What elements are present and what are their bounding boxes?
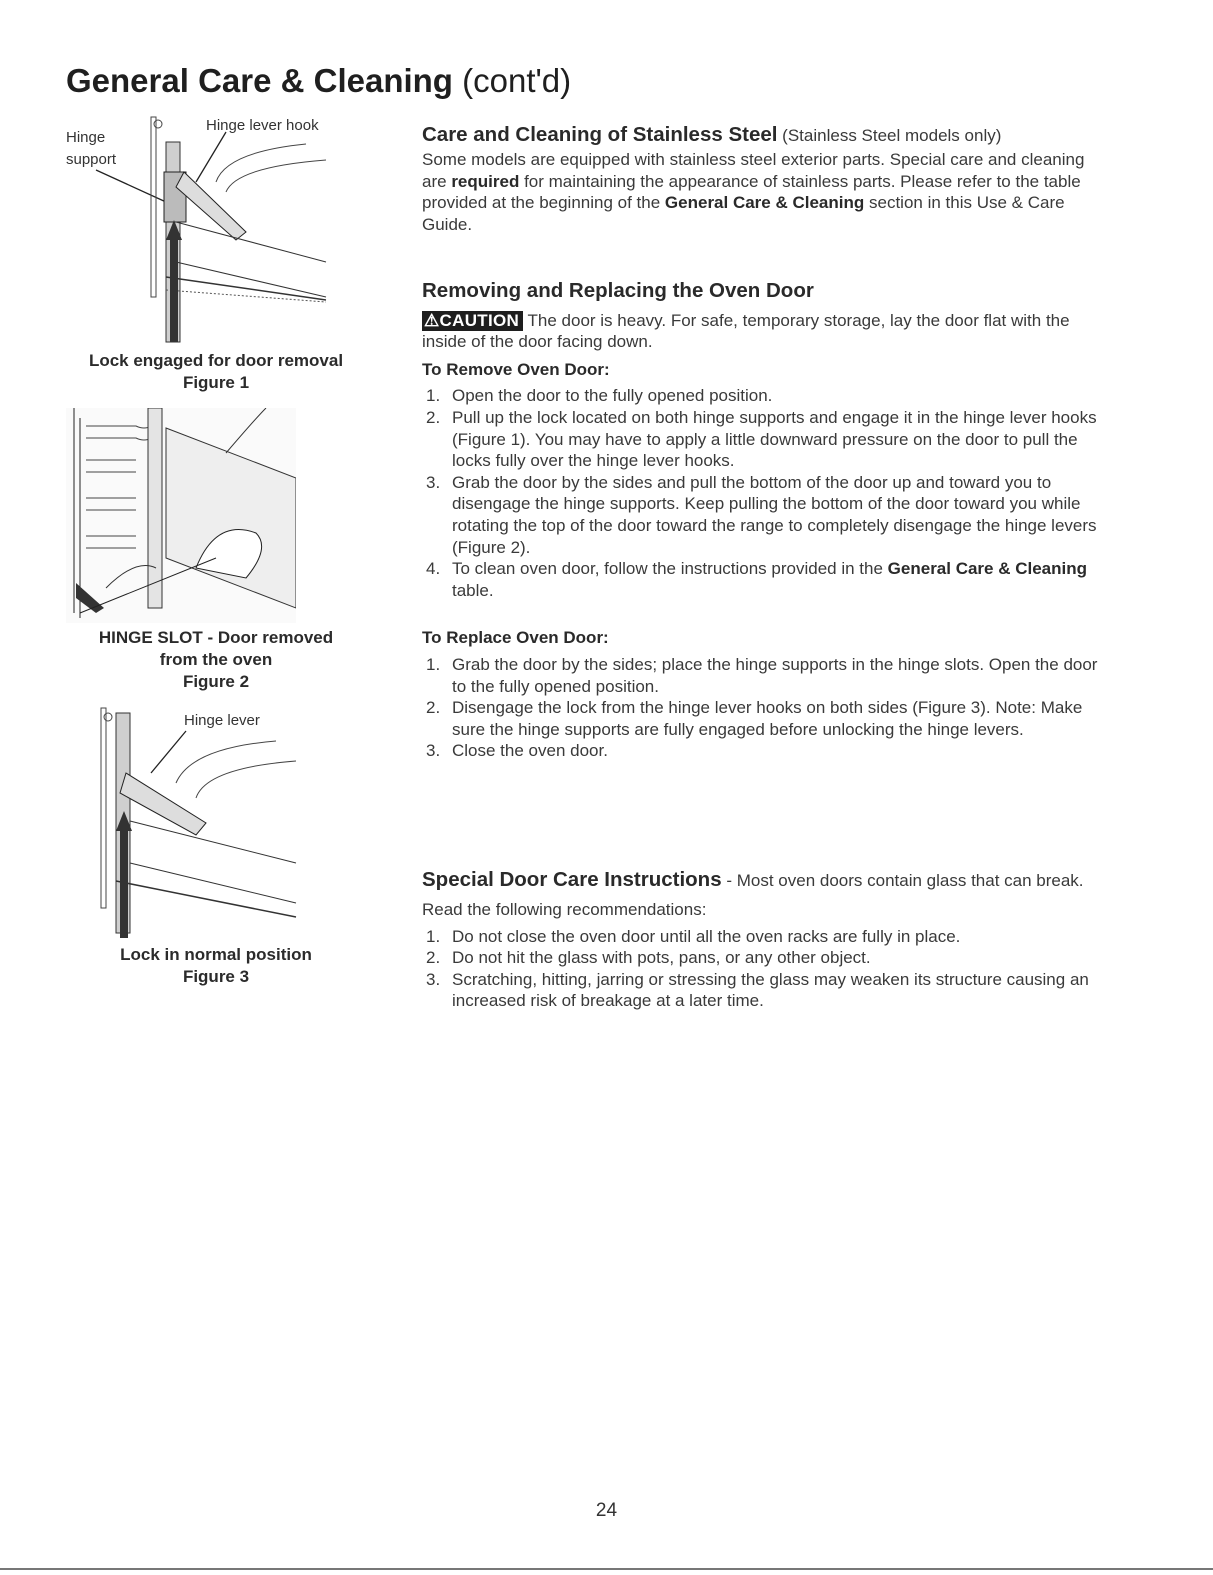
special-care-heading-tail: - Most oven doors contain glass that can break. [726,871,1084,890]
stainless-section [422,122,1102,235]
figure-3-caption-number: Figure 3 [182,967,250,986]
figure-1-label-hinge: Hinge [66,129,106,146]
list-item-text: Do not hit the glass with pots, pans, or any other object. [452,948,871,968]
list-item-text: Grab the door by the sides and pull the bottom of the door up and toward you to disengage the hinge supports. Keep pulling the bottom of the door toward you while rotating the top of the door toward the range to completely disengage the hinge levers (Figure 2). [452,472,1097,557]
figure-1-label-hook: Hinge lever hook [206,117,319,134]
special-care-section [422,868,1102,1012]
list-item-number: 1. [426,654,441,674]
figure-3-caption-title: Lock in normal position [120,945,312,964]
list-item-number: 3. [426,969,441,989]
figure-1-illustration [66,112,366,344]
figure-2-caption-number: Figure 2 [182,672,250,691]
list-item-number: 1. [426,386,441,406]
list-item-number: 2. [426,948,441,968]
list-item-bold-text: General Care & Cleaning [887,559,1088,579]
figure-3-caption [56,944,376,988]
list-item [422,472,1102,558]
warning-triangle-icon: ⚠ [424,310,440,330]
figure-1-label-support: support [66,151,117,168]
list-item-text: Open the door to the fully opened position. [452,386,773,406]
figure-3-label-lever: Hinge lever [184,712,260,729]
bottom-divider [0,1568,1213,1570]
list-item-number: 3. [426,741,441,761]
special-care-heading: Special Door Care Instructions [422,868,722,891]
list-item [422,947,1102,969]
figure-1-caption-title: Lock engaged for door removal [88,351,344,370]
replace-steps-list [422,654,1102,762]
figure-3-illustration [96,703,306,940]
caution-badge [422,311,523,331]
figure-2-caption-subtitle: from the oven [159,650,273,669]
caution-text: The door is heavy. For safe, temporary storage, lay the door flat with the inside of the door facing down. [422,310,1070,352]
removing-heading: Removing and Replacing the Oven Door [422,279,814,302]
figure-2-illustration [66,408,296,623]
caution-label: CAUTION [439,310,520,330]
list-item-number: 3. [426,472,441,492]
list-item [422,558,1102,601]
stainless-heading-note: (Stainless Steel models only) [782,126,1002,145]
list-item [422,969,1102,1012]
list-item [422,697,1102,740]
special-care-intro: Read the following recommendations: [422,900,707,919]
page-title-suffix: (cont'd) [462,62,572,99]
stainless-text-3: section in this Use & Care Guide. [422,193,1065,234]
list-item-number: 4. [426,559,441,579]
list-item [422,385,1102,407]
caution-paragraph [422,310,1102,353]
figure-1-caption [56,350,376,394]
list-item-number: 2. [426,698,441,718]
list-item-text-tail: table. [452,580,494,600]
replace-door-heading: To Replace Oven Door: [422,628,609,648]
special-care-list [422,926,1102,1012]
stainless-text-2: for maintaining the appearance of stainless parts. Please refer to the table provided at the beginning of the [422,171,1081,213]
page-title [66,62,571,100]
figure-1-caption-number: Figure 1 [182,373,250,392]
list-item-number: 2. [426,407,441,427]
list-item-text: Pull up the lock located on both hinge supports and engage it in the hinge lever hooks (Figure 1). You may have to apply a little downward pressure on the door to pull the locks fully over the hinge lever hooks. [452,407,1097,471]
list-item-text: Do not close the oven door until all the oven racks are fully in place. [452,926,961,946]
list-item-number: 1. [426,926,441,946]
stainless-body [422,149,1102,235]
page-title-main: General Care & Cleaning [66,62,453,99]
list-item [422,740,1102,762]
list-item [422,926,1102,948]
remove-steps-list [422,385,1102,601]
list-item-text: Scratching, hitting, jarring or stressing the glass may weaken its structure causing an increased risk of breakage at a later time. [452,969,1089,1011]
list-item-text: Disengage the lock from the hinge lever hooks on both sides (Figure 3). Note: Make sure the hinge supports are fully engaged before unlocking the hinge levers. [452,698,1083,739]
list-item [422,407,1102,472]
figure-2-caption-title: HINGE SLOT - Door removed [98,628,334,647]
list-item-text: To clean oven door, follow the instructions provided in the [452,559,883,579]
page-number: 24 [595,1500,618,1521]
list-item-text: Close the oven door. [452,741,608,761]
removing-section [422,280,1102,762]
figure-2-caption [56,627,376,693]
stainless-text-bold-2: General Care & Cleaning [664,193,865,213]
stainless-text-1: Some models are equipped with stainless steel exterior parts. Special care and cleaning are [422,150,1085,191]
list-item-text: Grab the door by the sides; place the hinge supports in the hinge slots. Open the door to the fully opened position. [452,654,1098,696]
remove-door-heading: To Remove Oven Door: [422,359,610,379]
stainless-text-bold-1: required [451,171,520,191]
list-item [422,654,1102,697]
stainless-heading: Care and Cleaning of Stainless Steel [422,123,778,146]
